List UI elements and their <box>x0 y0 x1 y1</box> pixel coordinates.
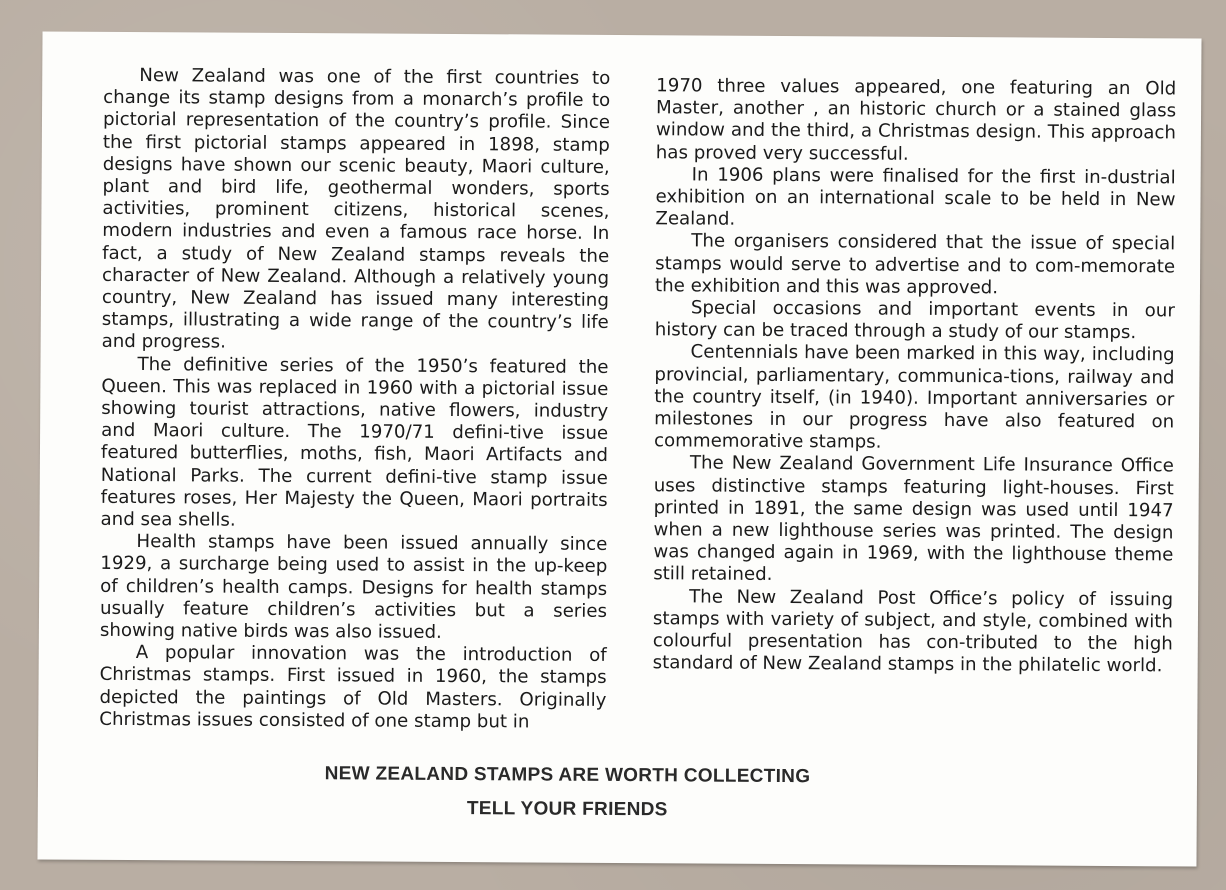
paragraph-definitive-series: The definitive series of the 1950’s featured the Queen. This was replaced in 1960 with a pictorial issue showing tourist attractions, native flowers, industry and Maori culture. The 1970/71 defini-tive issue featured butterflies, moths, fish, Maori Artifacts and National Parks. The current defini-tive stamp issue features roses, Her Majesty the Queen, Maori portraits and sea shells. <box>100 353 609 531</box>
footer-slogan: NEW ZEALAND STAMPS ARE WORTH COLLECTING <box>324 763 811 788</box>
paragraph-life-insurance: The New Zealand Government Life Insurance Office uses distinctive stamps featuring light-houses. First printed in 1891, the same design was used until 1947 when a new lighthouse series was printed. The design was changed again in 1969, with the lighthouse theme still retained. <box>653 452 1174 586</box>
paragraph-christmas-stamps: A popular innovation was the introduction of Christmas stamps. First issued in 1960, the stamps depicted the paintings of Old Masters. Originally Christmas issues consisted of one stamp but in <box>99 642 607 733</box>
paragraph-centennials: Centennials have been marked in this way, including provincial, parliamentary, communica-tions, railway and the country itself, (in 1940). Important anniversaries or milestones in our progress have also featured on commemorative stamps. <box>653 341 1175 453</box>
paragraph-1906-exhibition: In 1906 plans were finalised for the first in-dustrial exhibition on an international scale to be held in New Zealand. <box>655 164 1176 230</box>
paragraph-intro: New Zealand was one of the first countries to change its stamp designs from a monarch’s profile to pictorial representation of the country’s profile. Since the first pictorial stamps appeared in 1898, stamp designs have shown our scenic beauty, Maori culture, plant and bird life, geothermal wonders, sports activities, prominent citizens, historical scenes, modern industries and even a famous race horse. In fact, a study of New Zealand stamps reveals the character of New Zealand. Although a relatively young country, New Zealand has issued many interesting stamps, illustrating a wide range of the country’s life and progress. <box>101 65 611 354</box>
footer-tagline: TELL YOUR FRIENDS <box>466 798 668 821</box>
paragraph-christmas-continued: 1970 three values appeared, one featuring an Old Master, another , an historic church or a stained glass window and the third, a Christmas design. This approach has proved very successful. <box>655 75 1177 165</box>
paragraph-special-occasions: Special occasions and important events in our history can be traced through a study of our stamps. <box>654 297 1175 344</box>
paragraph-organisers: The organisers considered that the issue of special stamps would serve to advertise and to com-memorate the exhibition and this was approved. <box>654 230 1176 299</box>
paragraph-health-stamps: Health stamps have been issued annually since 1929, a surcharge being used to assist in the up-keep of children’s health camps. Designs for health stamps usually feature children’s activities but a series showing native birds was also issued. <box>99 531 608 643</box>
left-text-column <box>99 65 610 734</box>
printed-card <box>37 31 1201 866</box>
paragraph-post-office-policy: The New Zealand Post Office’s policy of issuing stamps with variety of subject, and style, combined with colourful presentation has con-tributed to the high standard of New Zealand stamps in the philatelic world. <box>652 586 1174 677</box>
right-text-column <box>653 75 1177 678</box>
